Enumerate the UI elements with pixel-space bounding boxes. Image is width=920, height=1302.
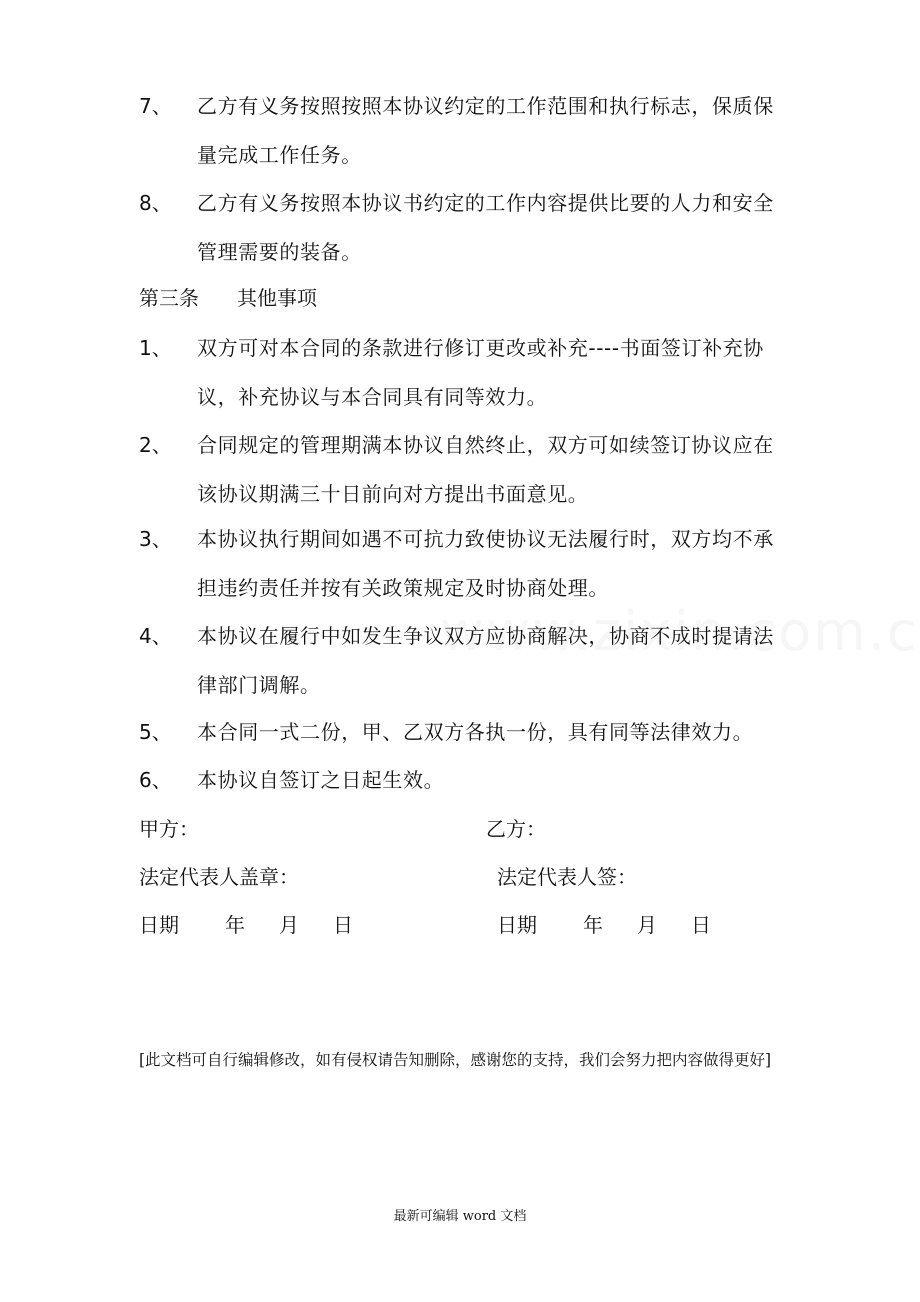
clause-number: 7、 xyxy=(139,94,172,118)
clause-text: 本协议自签订之日起生效。 xyxy=(197,768,445,792)
party-a-date xyxy=(139,905,353,945)
clause-text: 本协议执行期间如遇不可抗力致使协议无法履行时，双方均不承担违约责任并按有关政策规定及时协商处理。 xyxy=(197,527,774,600)
clause-item-6 xyxy=(139,756,789,805)
clause-text: 双方可对本合同的条款进行修订更改或补充----书面签订补充协议，补充协议与本合同具有同等效力。 xyxy=(197,336,764,409)
year-label: 年 xyxy=(225,913,245,937)
clause-text: 本协议在履行中如发生争议双方应协商解决，协商不成时提请法律部门调解。 xyxy=(197,624,774,697)
clause-item-5 xyxy=(139,708,789,757)
clause-item-3 xyxy=(139,515,789,613)
party-b-date xyxy=(497,905,711,945)
clause-item-1 xyxy=(139,324,789,422)
section-title: 其他事项 xyxy=(237,286,317,310)
clause-number: 3、 xyxy=(139,527,172,551)
clause-item-7 xyxy=(139,82,789,180)
page-footer: 最新可编辑 word 文档 xyxy=(393,1209,527,1224)
clause-number: 4、 xyxy=(139,624,172,648)
party-b-rep-label: 法定代表人签： xyxy=(497,865,637,889)
clause-item-4 xyxy=(139,612,789,710)
clause-text: 乙方有义务按照按照本协议约定的工作范围和执行标志，保质保量完成工作任务。 xyxy=(197,94,774,167)
section-label: 第三条 xyxy=(139,286,199,310)
clause-number: 6、 xyxy=(139,768,172,792)
date-label: 日期 xyxy=(497,913,537,937)
section-heading xyxy=(139,274,317,323)
date-label: 日期 xyxy=(139,913,179,937)
party-a-rep-label: 法定代表人盖章： xyxy=(139,865,299,889)
editable-note: [此文档可自行编辑修改，如有侵权请告知删除，感谢您的支持，我们会努力把内容做得更好] xyxy=(139,1051,772,1069)
party-b-label: 乙方： xyxy=(486,817,546,841)
clause-number: 1、 xyxy=(139,336,172,360)
year-label: 年 xyxy=(583,913,603,937)
clause-text: 合同规定的管理期满本协议自然终止，双方可如续签订协议应在该协议期满三十日前向对方提出书面意见。 xyxy=(197,433,774,506)
month-label: 月 xyxy=(637,913,657,937)
clause-number: 2、 xyxy=(139,433,172,457)
clause-number: 8、 xyxy=(139,191,172,215)
day-label: 日 xyxy=(333,913,353,937)
party-a-label: 甲方： xyxy=(139,817,199,841)
clause-text: 乙方有义务按照本协议书约定的工作内容提供比要的人力和安全管理需要的装备。 xyxy=(197,191,774,264)
day-label: 日 xyxy=(691,913,711,937)
month-label: 月 xyxy=(279,913,299,937)
clause-number: 5、 xyxy=(139,720,172,744)
clause-item-8 xyxy=(139,179,789,277)
clause-item-2 xyxy=(139,421,789,519)
clause-text: 本合同一式二份，甲、乙双方各执一份，具有同等法律效力。 xyxy=(197,720,754,744)
